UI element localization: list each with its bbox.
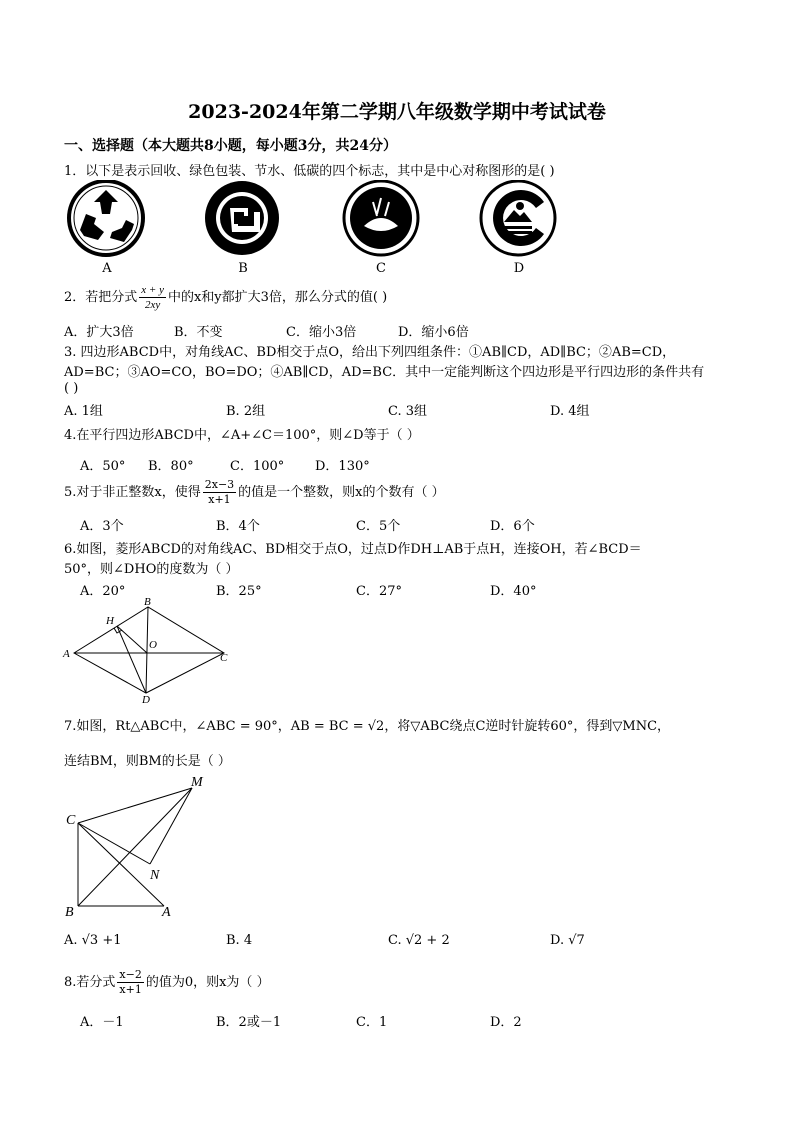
q2-option-b: B．不变: [174, 325, 223, 340]
q3-line1: 3. 四边形ABCD中，对角线AC、BD相交于点O，给出下列四组条件：①AB∥CD，AD∥BC；②AB=CD，: [64, 345, 676, 360]
label-a: A: [63, 648, 70, 660]
q7-line1: 7.如图，Rt△ABC中，∠ABC = 90°，AB = BC = √2，将▽ABC绕点C逆时针旋转60°，得到▽MNC，: [64, 719, 671, 734]
label-b: B: [144, 596, 151, 608]
q8-pre: 8.若分式: [64, 975, 116, 990]
q1-stem: 1．以下是表示回收、绿色包装、节水、低碳的四个标志，其中是中心对称图形的是( ): [64, 164, 555, 179]
q2-fraction: $\frac{x + y}{2xy}$: [141, 284, 164, 311]
label-b: B: [65, 905, 74, 920]
label-n: N: [150, 868, 160, 883]
low-carbon-logo-icon: [481, 181, 555, 255]
q6-option-a: A．20°: [80, 584, 126, 599]
q3-option-b: B. 2组: [226, 404, 266, 419]
label-a: A: [162, 905, 171, 920]
q4-option-a: A．50°: [80, 459, 126, 474]
q2-stem: [64, 283, 387, 312]
label-o: O: [149, 639, 157, 651]
q1-label-c: C: [376, 261, 386, 276]
q5-option-d: D．6个: [490, 519, 535, 534]
q1-logos: [64, 180, 564, 280]
q8-fraction: $\frac{x-2}{x+1}$: [119, 968, 142, 996]
q5-pre: 5.对于非正整数x，使得: [64, 485, 201, 500]
q2-post: 中的x和y都扩大3倍，那么分式的值( ): [167, 290, 388, 305]
q8-option-a: A．－1: [80, 1015, 124, 1030]
label-m: M: [191, 775, 203, 790]
q2-pre: 2．若把分式: [64, 290, 138, 305]
q3-option-c: C. 3组: [388, 404, 428, 419]
q1-label-a: A: [102, 261, 112, 276]
label-c: C: [220, 652, 228, 664]
q2-option-c: C．缩小3倍: [286, 325, 357, 340]
q5-post: 的值是一个整数，则x的个数有（ ）: [238, 485, 445, 500]
water-saving-logo-icon: [344, 181, 418, 255]
q3-line3: ( ): [64, 381, 79, 396]
q7-option-d: D. √7: [550, 933, 585, 948]
q6-option-c: C．27°: [356, 584, 402, 599]
q2-option-a: A．扩大3倍: [64, 325, 134, 340]
q4-option-d: D．130°: [315, 459, 370, 474]
q3-option-d: D. 4组: [550, 404, 590, 419]
q5-option-b: B．4个: [216, 519, 260, 534]
q8-option-b: B．2或－1: [216, 1015, 282, 1030]
section-heading: 一、选择题（本大题共8小题，每小题3分，共24分）: [64, 138, 397, 154]
q6-rhombus-figure: [60, 595, 240, 705]
side-ca: [78, 823, 164, 906]
q7-option-c: C. √2 + 2: [388, 933, 450, 948]
q7-option-a: A. √3 +1: [64, 933, 122, 948]
q8-option-c: C．1: [356, 1015, 388, 1030]
recycle-logo-icon: [69, 181, 143, 255]
label-d: D: [142, 694, 150, 705]
q8-stem: [64, 968, 270, 997]
q4-option-b: B．80°: [148, 459, 194, 474]
q7-rotation-figure: [60, 770, 220, 920]
q3-line2: AD=BC；③AO=CO，BO=DO；④AB∥CD，AD=BC．其中一定能判断这个四边形是平行四边形的条件共有: [64, 365, 705, 380]
q5-stem: [64, 478, 445, 507]
exam-title: 2023-2024年第二学期八年级数学期中考试试卷: [188, 101, 606, 123]
q6-line2: 50°，则∠DHO的度数为（ ）: [64, 562, 239, 577]
line-dh: [117, 626, 146, 693]
label-c: C: [66, 813, 76, 828]
q8-option-d: D．2: [490, 1015, 522, 1030]
q1-label-b: B: [238, 261, 248, 276]
q8-post: 的值为0，则x为（ ）: [145, 975, 270, 990]
q5-option-c: C．5个: [356, 519, 401, 534]
q2-option-d: D．缩小6倍: [398, 325, 469, 340]
q4-option-c: C．100°: [230, 459, 285, 474]
q6-line1: 6.如图，菱形ABCD的对角线AC、BD相交于点O，过点D作DH⊥AB于点H，连接OH，若∠BCD＝: [64, 542, 642, 557]
green-packaging-logo-icon: [205, 181, 279, 255]
label-h: H: [106, 615, 114, 627]
q3-option-a: A. 1组: [64, 404, 103, 419]
q7-line2: 连结BM，则BM的长是（ ）: [64, 754, 231, 769]
q5-fraction: $\frac{2x-3}{x+1}$: [204, 478, 235, 506]
q6-option-b: B．25°: [216, 584, 262, 599]
q4-stem: 4.在平行四边形ABCD中，∠A+∠C＝100°，则∠D等于（ ）: [64, 428, 420, 443]
diagonal-bd: [146, 607, 148, 693]
q5-option-a: A．3个: [80, 519, 124, 534]
q1-label-d: D: [513, 261, 525, 276]
q7-option-b: B. 4: [226, 933, 253, 948]
q6-option-d: D．40°: [490, 584, 537, 599]
